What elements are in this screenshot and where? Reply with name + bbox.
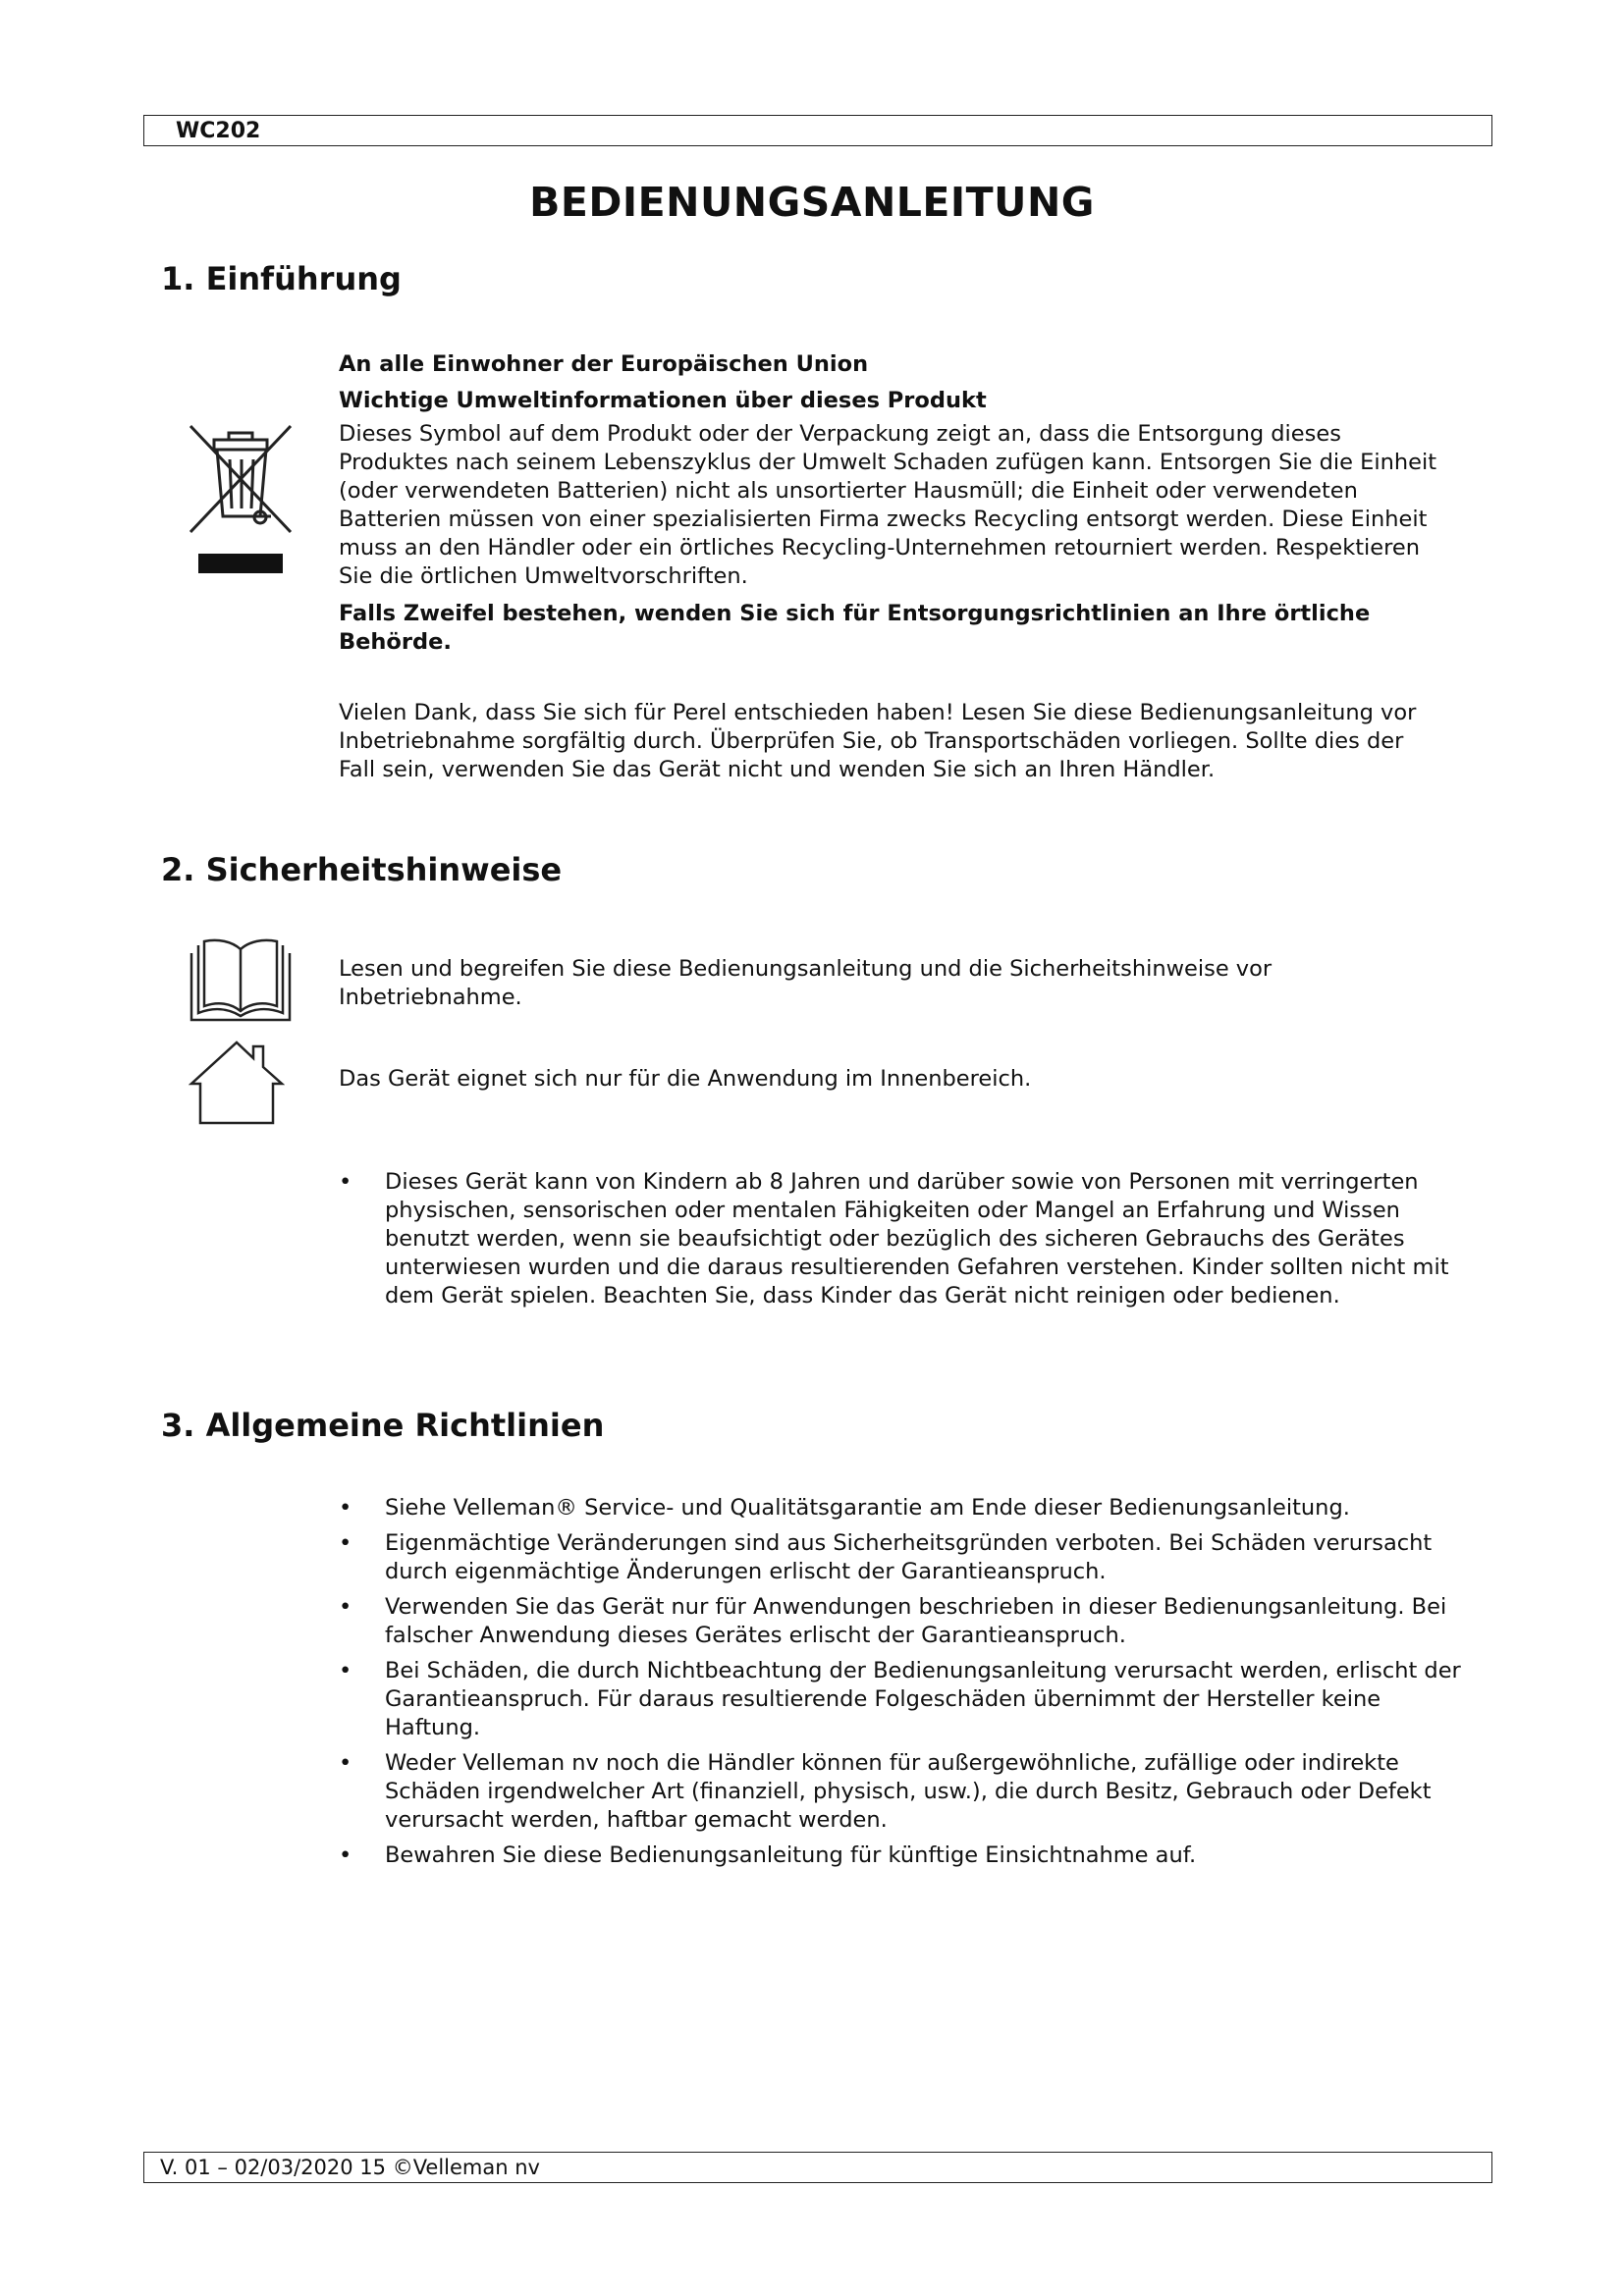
list-item: • Weder Velleman nv noch die Händler können für außergewöhnliche, zufällige oder indirekte Schäden irgendwelcher Art (finanziell, physisch, usw.), die durch Besitz, Gebrauch oder Defekt verursacht werden, haftbar gemacht werden. — [339, 1749, 1468, 1835]
eu-heading-environment: Wichtige Umweltinformationen über dieses Produkt — [339, 388, 987, 413]
list-item: • Dieses Gerät kann von Kindern ab 8 Jahren und darüber sowie von Personen mit verringerten physischen, sensorischen oder mentalen Fähigkeiten oder Mangel an Erfahrung und Wissen benutzt werden, wenn sie beaufsichtigt oder bezüglich des sicheren Gebrauchs des Gerätes unterwiesen wurden und die daraus resultierenden Gefahren verstehen. Kinder sollten nicht mit dem Gerät spielen. Beachten Sie, dass Kinder das Gerät nicht reinigen oder bedienen. — [339, 1168, 1468, 1310]
read-manual-text: Lesen und begreifen Sie diese Bedienungsanleitung und die Sicherheitshinweise vor Inbetriebnahme. — [339, 956, 1272, 1010]
page-header — [143, 115, 1492, 146]
list-item: • Verwenden Sie das Gerät nur für Anwendungen beschrieben in dieser Bedienungsanleitung. Bei falscher Anwendung dieses Gerätes erlischt der Garantieanspruch. — [339, 1593, 1468, 1650]
eu-disposal-paragraph: Dieses Symbol auf dem Produkt oder der Verpackung zeigt an, dass die Entsorgung dieses Produktes nach seinem Lebenszyklus der Umwelt Schaden zufügen kann. Entsorgen Sie die Einheit (oder verwendeten Batterien) nicht als unsortierter Hausmüll; die Einheit oder verwendeten Batterien müssen von einer spezialisierten Firma zwecks Recycling entsorgt werden. Diese Einheit muss an den Händler oder ein örtliches Recycling-Unternehmen retourniert werden. Respektieren Sie die örtlichen Umweltvorschriften. — [339, 421, 1437, 589]
weee-crossed-bin-icon — [185, 422, 298, 579]
document-title: BEDIENUNGSANLEITUNG — [529, 179, 1095, 226]
footer-version: V. 01 – 02/03/2020 15 ©Velleman nv — [160, 2156, 540, 2179]
list-item: • Siehe Velleman® Service- und Qualitätsgarantie am Ende dieser Bedienungsanleitung. — [339, 1494, 1468, 1522]
section-heading-general-guidelines: 3. Allgemeine Richtlinien — [161, 1407, 605, 1444]
page-footer — [143, 2152, 1492, 2183]
list-item: • Eigenmächtige Veränderungen sind aus Sicherheitsgründen verboten. Bei Schäden verursacht durch eigenmächtige Änderungen erlischt der Garantieanspruch. — [339, 1529, 1468, 1586]
eu-authority-note: Falls Zweifel bestehen, wenden Sie sich für Entsorgungsrichtlinien an Ihre örtliche Behörde. — [339, 601, 1371, 655]
indoor-use-text: Das Gerät eignet sich nur für die Anwendung im Innenbereich. — [339, 1066, 1032, 1092]
house-icon — [189, 1039, 285, 1127]
eu-heading-residents: An alle Einwohner der Europäischen Union — [339, 351, 869, 377]
model-number: WC202 — [176, 119, 261, 143]
list-item: • Bei Schäden, die durch Nichtbeachtung der Bedienungsanleitung verursacht werden, erlischt der Garantieanspruch. Für daraus resultierende Folgeschäden übernimmt der Hersteller keine Haftung. — [339, 1657, 1468, 1742]
book-icon — [189, 937, 293, 1024]
section-heading-introduction: 1. Einführung — [161, 260, 402, 297]
list-item: • Bewahren Sie diese Bedienungsanleitung für künftige Einsichtnahme auf. — [339, 1842, 1468, 1870]
safety-bullet-list — [339, 1168, 1468, 1317]
section-heading-safety: 2. Sicherheitshinweise — [161, 851, 563, 888]
guidelines-bullet-list — [339, 1494, 1468, 1877]
thanks-paragraph: Vielen Dank, dass Sie sich für Perel entschieden haben! Lesen Sie diese Bedienungsanleitung vor Inbetriebnahme sorgfältig durch. Überprüfen Sie, ob Transportschäden vorliegen. Sollte dies der Fall sein, verwenden Sie das Gerät nicht und wenden Sie sich an Ihren Händler. — [339, 700, 1417, 782]
